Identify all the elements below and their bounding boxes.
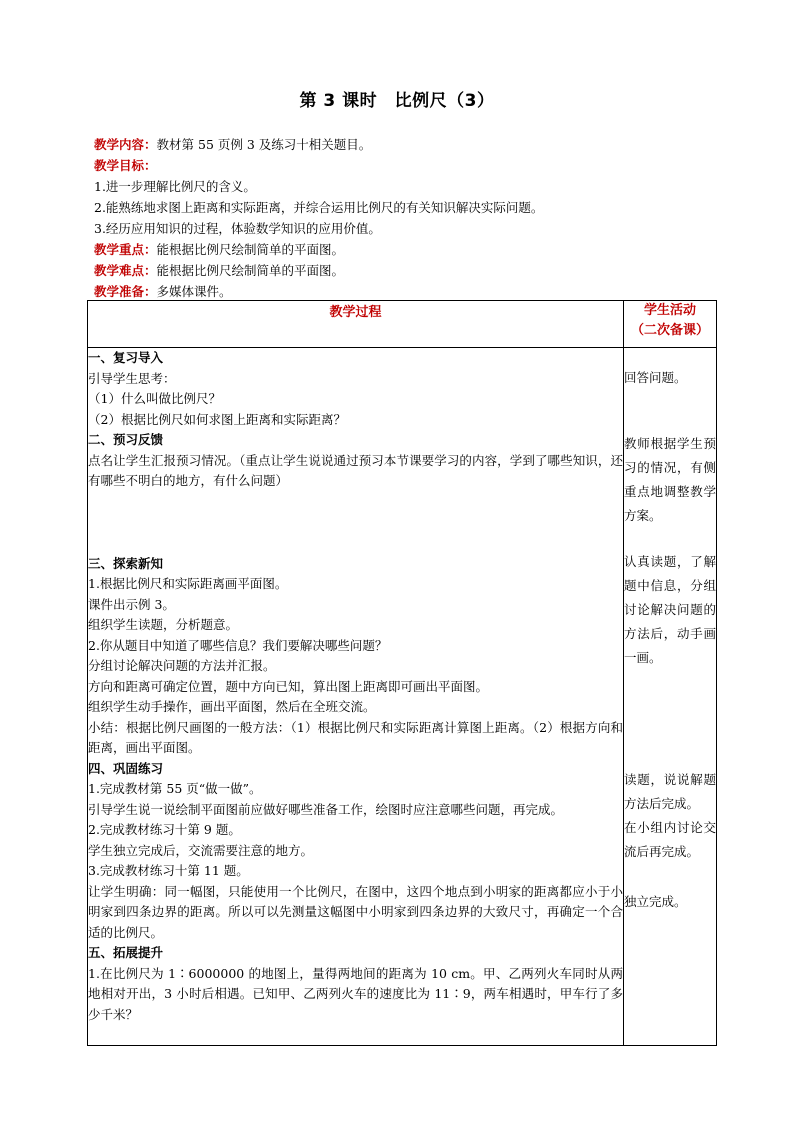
process-line: 引导学生思考：	[88, 370, 176, 386]
header-activity-line2: （二次备课）	[630, 323, 709, 338]
process-line: 1.在比例尺为 1∶6000000 的地图上，量得两地间的距离为 10 cm。甲、乙两列火车同时从两地相对开出，3 小时后相遇。已知甲、乙两列火车的速度比为 11∶9，两车相遇时，甲车行了多少千米？	[88, 965, 623, 1022]
header-activity	[624, 301, 717, 348]
key-label: 教学重点：	[94, 242, 157, 257]
prep-line	[94, 281, 734, 302]
goal-item: 3.经历应用知识的过程，体验数学知识的应用价值。	[94, 221, 381, 236]
process-line: 方向和距离可确定位置，题中方向已知，算出图上距离即可画出平面图。	[88, 678, 489, 694]
blank-space	[88, 492, 623, 554]
spacer	[624, 670, 716, 768]
section-title: 一、复习导入	[88, 350, 164, 365]
difficulty-text: 能根据比例尺绘制简单的平面图。	[156, 263, 345, 278]
activity-cell	[624, 348, 717, 1046]
goal-item: 2.能熟练地求图上距离和实际距离，并综合运用比例尺的有关知识解决实际问题。	[94, 200, 544, 215]
activity-note: 教师根据学生预习的情况，有侧重点地调整教学方案。	[624, 436, 716, 523]
header-process: 教学过程	[88, 301, 624, 348]
spacer	[624, 864, 716, 890]
lesson-info	[94, 134, 734, 302]
goals-line	[94, 155, 734, 176]
process-line: （1）什么叫做比例尺？	[88, 391, 221, 406]
section-title: 二、预习反馈	[88, 432, 164, 447]
content-line	[94, 134, 734, 155]
process-line: 让学生明确：同一幅图，只能使用一个比例尺，在图中，这四个地点到小明家的距离都应小于小明家到四条边界的距离。所以可以先测量这幅图中小明家到四条边界的大致尺寸，再确定一个合适的比例尺。	[88, 883, 623, 940]
process-line: 2.完成教材练习十第 9 题。	[88, 822, 241, 837]
activity-note: 读题，说说解题方法后完成。	[624, 772, 716, 811]
process-line: 1.完成教材第 55 页“做一做”。	[88, 781, 262, 796]
process-line: 小结：根据比例尺画图的一般方法：（1）根据比例尺和实际距离计算图上距离。（2）根据方向和距离，画出平面图。	[88, 719, 623, 755]
section-title: 三、探索新知	[88, 555, 164, 571]
key-line	[94, 239, 734, 260]
goal-item: 1.进一步理解比例尺的含义。	[94, 179, 256, 194]
difficulty-label: 教学难点：	[94, 263, 157, 278]
spacer	[624, 390, 716, 432]
activity-note: 在小组内讨论交流后再完成。	[624, 820, 716, 859]
key-text: 能根据比例尺绘制简单的平面图。	[156, 242, 345, 257]
page-title: 第 3 课时 比例尺（3）	[299, 91, 495, 111]
activity-note: 回答问题。	[624, 370, 687, 385]
process-line: 3.完成教材练习十第 11 题。	[88, 863, 249, 878]
process-line: 1.根据比例尺和实际距离画平面图。	[88, 576, 288, 591]
goals-label: 教学目标：	[94, 158, 157, 173]
process-line: （2）根据比例尺如何求图上距离和实际距离？	[88, 411, 346, 427]
spacer	[624, 348, 716, 366]
content-label: 教学内容：	[94, 137, 157, 152]
process-line: 组织学生读题，分析题意。	[88, 617, 239, 632]
activity-note: 认真读题，了解题中信息，分组讨论解决问题的方法后，动手画一画。	[624, 554, 716, 665]
header-activity-line1: 学生活动	[643, 303, 696, 318]
table-header-row	[88, 301, 717, 348]
spacer	[624, 528, 716, 550]
section-title: 五、拓展提升	[88, 945, 164, 960]
process-line: 点名让学生汇报预习情况。（重点让学生说说通过预习本节课要学习的内容，学到了哪些知识，还有哪些不明白的地方，有什么问题）	[88, 452, 623, 488]
process-line: 课件出示例 3。	[88, 596, 175, 612]
process-line: 2.你从题目中知道了哪些信息？我们要解决哪些问题？	[88, 637, 388, 653]
blank-space	[88, 1025, 623, 1045]
process-line: 组织学生动手操作，画出平面图，然后在全班交流。	[88, 699, 376, 714]
process-line: 分组讨论解决问题的方法并汇报。	[88, 658, 276, 673]
content-text: 教材第 55 页例 3 及练习十相关题目。	[156, 137, 372, 152]
teaching-table	[87, 300, 717, 1046]
process-line: 学生独立完成后，交流需要注意的地方。	[88, 842, 314, 858]
process-line: 引导学生说一说绘制平面图前应做好哪些准备工作，绘图时应注意哪些问题，再完成。	[88, 801, 564, 817]
activity-note: 独立完成。	[624, 894, 687, 909]
prep-label: 教学准备：	[94, 284, 157, 299]
table-row	[88, 348, 717, 1046]
section-title: 四、巩固练习	[88, 760, 164, 776]
difficulty-line	[94, 260, 734, 281]
prep-text: 多媒体课件。	[156, 284, 232, 299]
process-cell	[88, 348, 624, 1046]
